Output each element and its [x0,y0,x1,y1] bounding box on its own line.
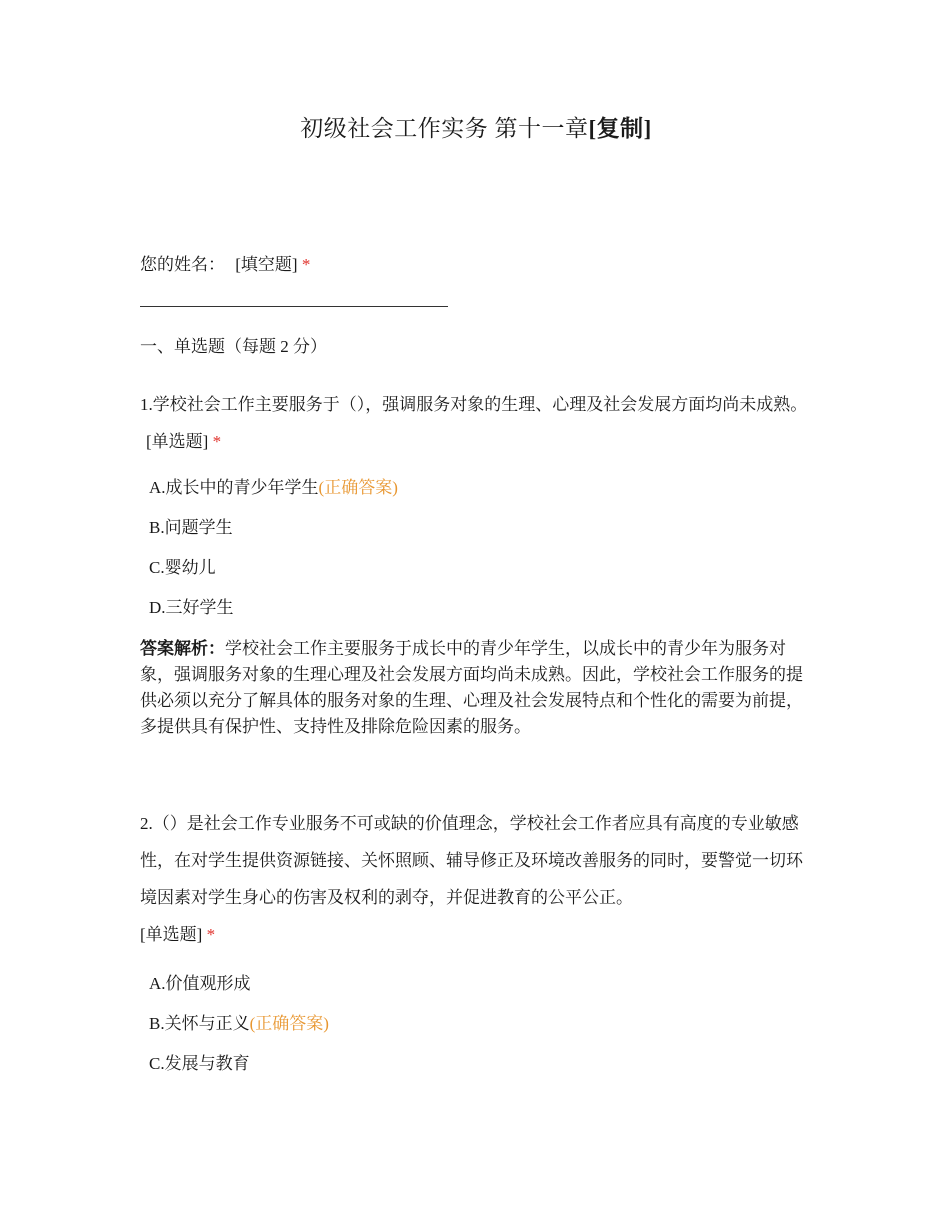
question-1-type-tag: [单选题] [146,432,209,451]
name-question [140,250,310,275]
survey-title-main: 初级社会工作实务 第十一章 [300,116,589,141]
name-label: 您的姓名： [140,255,225,274]
name-type-tag: [填空题] [235,255,298,274]
question-1-text: 1.学校社会工作主要服务于（），强调服务对象的生理、心理及社会发展方面均尚未成熟。 [140,395,808,414]
option-label: A.价值观形成 [149,974,251,993]
question-1-option-c[interactable] [149,556,216,580]
question-1-analysis [140,636,812,740]
question-2 [140,805,812,953]
survey-title [140,110,812,143]
option-label: B.问题学生 [149,518,233,537]
option-label: B.关怀与正义 [149,1014,250,1033]
survey-title-suffix: [复制] [588,116,652,141]
question-2-option-c[interactable] [149,1052,250,1076]
analysis-label: 答案解析： [140,639,225,658]
option-label: D.三好学生 [149,598,234,617]
required-mark: * [301,255,311,274]
required-mark: * [212,432,222,451]
question-2-text: 2.（）是社会工作专业服务不可或缺的价值理念，学校社会工作者应具有高度的专业敏感性，在对学生提供资源链接、关怀照顾、辅导修正及环境改善服务的同时，要警觉一切环境因素对学生身心的伤害及权利的剥夺，并促进教育的公平公正。 [140,814,803,907]
analysis-text: 学校社会工作主要服务于成长中的青少年学生，以成长中的青少年为服务对象，强调服务对象的生理心理及社会发展方面均尚未成熟。因此，学校社会工作服务的提供必须以充分了解具体的服务对象的生理、心理及社会发展特点和个性化的需要为前提，多提供具有保护性、支持性及排除危险因素的服务。 [140,639,803,736]
question-1 [140,386,812,460]
required-mark: * [206,925,216,944]
question-1-option-a[interactable] [149,476,398,500]
option-label: C.发展与教育 [149,1054,250,1073]
question-2-option-b[interactable] [149,1012,329,1036]
correct-answer-note: (正确答案) [318,478,398,497]
question-1-option-d[interactable] [149,596,234,620]
question-2-type-tag: [单选题] [140,925,203,944]
question-1-option-b[interactable] [149,516,233,540]
option-label: A.成长中的青少年学生 [149,478,319,497]
name-input-line[interactable] [140,306,448,307]
correct-answer-note: (正确答案) [249,1014,329,1033]
section-heading: 一、单选题（每题 2 分） [140,337,327,356]
question-2-option-a[interactable] [149,972,251,996]
option-label: C.婴幼儿 [149,558,216,577]
